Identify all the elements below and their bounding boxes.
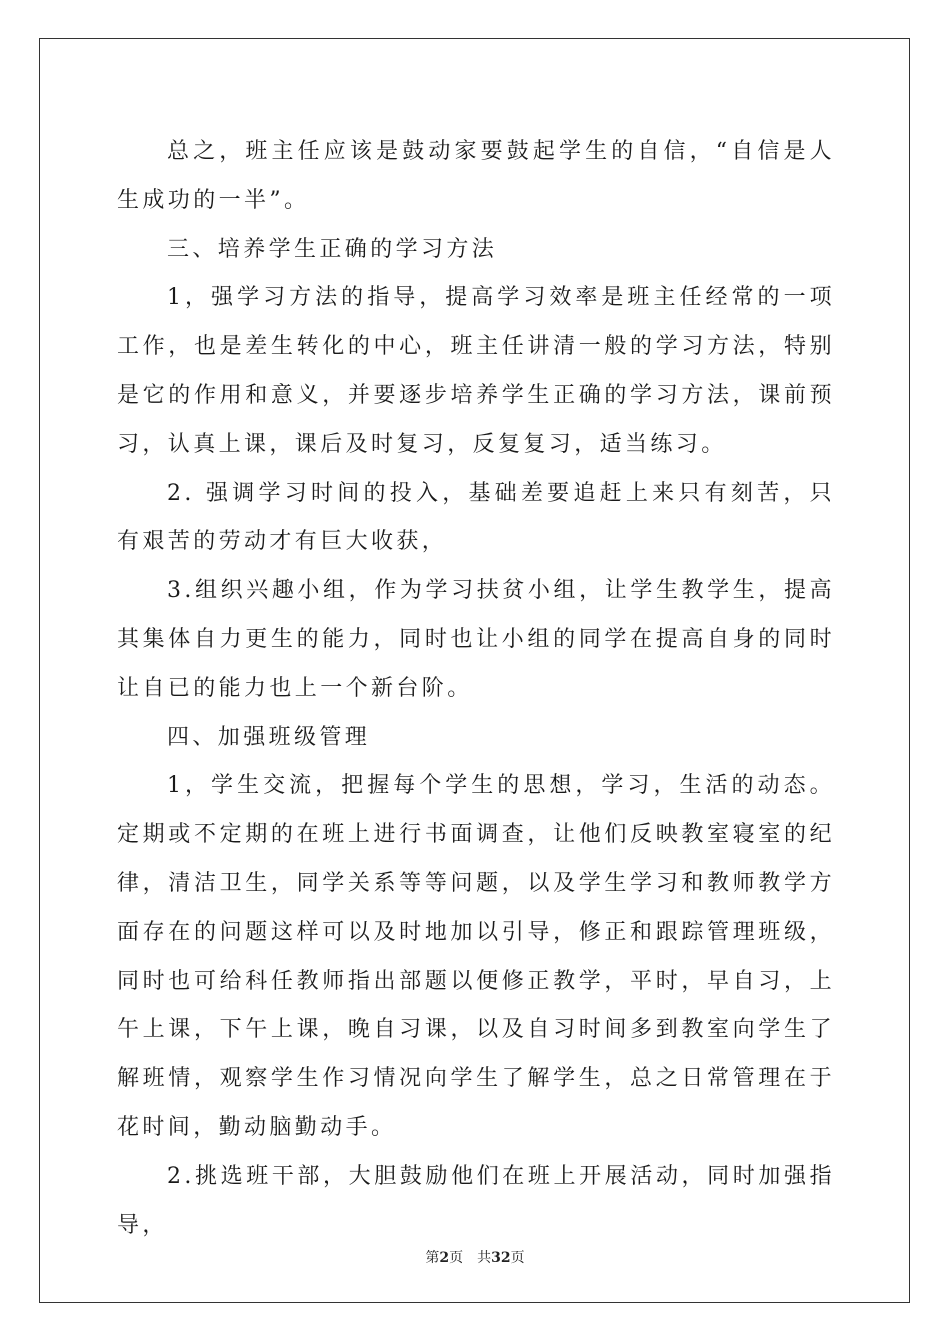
paragraph-1: 总之，班主任应该是鼓动家要鼓起学生的自信，“自信是人生成功的一半”。 [117, 139, 835, 213]
page-number: 2 [439, 1250, 450, 1266]
heading-section-3: 三、培养学生正确的学习方法 [167, 236, 498, 262]
paragraph-6: 2.挑选班干部，大胆鼓励他们在班上开展活动，同时加强指导， [117, 1163, 835, 1238]
page-suffix: 页 [449, 1250, 464, 1266]
paragraph-2: 1，强学习方法的指导，提高学习效率是班主任经常的一项工作，也是差生转化的中心，班主任讲清一般的学习方法，特别是它的作用和意义，并要逐步培养学生正确的学习方法，课前预习，认真上课，课后及时复习，反复复习，适当练习。 [117, 285, 835, 457]
total-pages: 32 [491, 1250, 511, 1266]
page-footer [0, 1247, 950, 1267]
paragraph-4: 3.组织兴趣小组，作为学习扶贫小组，让学生教学生，提高其集体自力更生的能力，同时也让小组的同学在提高自身的同时让自已的能力也上一个新台阶。 [117, 578, 835, 701]
document-body [117, 128, 835, 1250]
paragraph-3: 2. 强调学习时间的投入，基础差要追赶上来只有刻苦，只有艰苦的劳动才有巨大收获， [117, 480, 835, 555]
paragraph-5: 1，学生交流，把握每个学生的思想，学习，生活的动态。定期或不定期的在班上进行书面调查，让他们反映教室寝室的纪律，清洁卫生，同学关系等等问题，以及学生学习和教师教学方面存在的问题这样可以及时地加以引导，修正和跟踪管理班级，同时也可给科任教师指出部题以便修正教学，平时，早自习，上午上课，下午上课，晚自习课，以及自习时间多到教室向学生了解班情，观察学生作习情况向学生了解学生，总之日常管理在于花时间，勤动脑勤动手。 [117, 773, 835, 1140]
page-prefix: 第 [425, 1250, 440, 1266]
total-suffix: 页 [510, 1250, 525, 1266]
heading-section-4: 四、加强班级管理 [167, 724, 371, 750]
total-prefix: 共 [477, 1250, 492, 1266]
